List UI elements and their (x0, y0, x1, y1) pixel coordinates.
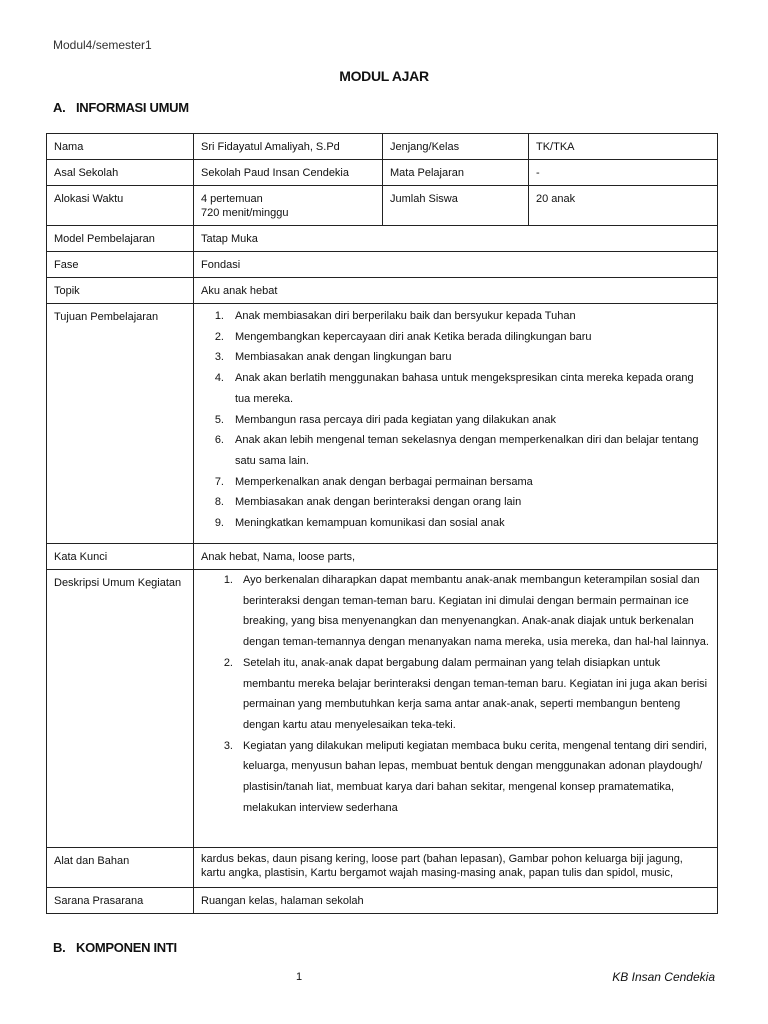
kata-value: Anak hebat, Nama, loose parts, (194, 544, 718, 570)
list-item-text: Membiasakan anak dengan berinteraksi dengan orang lain (235, 496, 522, 509)
nama-value: Sri Fidayatul Amaliyah, S.Pd (194, 134, 383, 160)
tujuan-label: Tujuan Pembelajaran (47, 304, 194, 544)
mapel-value: - (529, 160, 718, 186)
section-a-letter: A. (53, 100, 66, 115)
list-item-text: Membiasakan anak dengan lingkungan baru (235, 351, 452, 364)
list-item-text: Ayo berkenalan diharapkan dapat membantu anak-anak membangun keterampilan sosial dan berinteraksi dengan teman-teman baru. Kegiatan ini dimulai dengan bermain permainan ice breaking, yang bisa menyenangkan dan menyenangkan. Anak-anak diajak untuk berkenalan dengan teman-temannya dengan menanyakan nama mereka, usia mereka, dan hal-hal lainnya. (243, 574, 709, 649)
list-item-text: Kegiatan yang dilakukan meliputi kegiatan membaca buku cerita, mengenal tentang diri sendiri, keluarga, menyusun bahan lepas, membuat bentuk dengan menggunakan adonan playdough/ plastisin/tanah liat, membuat karya dari bahan sekitar, mengenal konsep pramatematika, melakukan interview sederhana (243, 739, 708, 814)
alokasi-label: Alokasi Waktu (47, 186, 194, 226)
section-a-heading (53, 100, 189, 115)
deskripsi-cell (194, 570, 718, 848)
list-item-number: 7. (214, 475, 224, 488)
footer-school-name: KB Insan Cendekia (612, 970, 715, 984)
list-item-text: Mengembangkan kepercayaan diri anak Ketika berada dilingkungan baru (235, 330, 592, 343)
sarana-label: Sarana Prasarana (47, 888, 194, 914)
list-item-number: 4. (214, 372, 224, 385)
info-table (46, 133, 718, 914)
model-label: Model Pembelajaran (47, 226, 194, 252)
section-b-heading (53, 940, 177, 955)
list-item (201, 368, 710, 409)
topik-value: Aku anak hebat (194, 278, 718, 304)
deskripsi-list (201, 570, 710, 818)
nama-label: Nama (47, 134, 194, 160)
row-kata-kunci (47, 544, 718, 570)
jenjang-label: Jenjang/Kelas (383, 134, 529, 160)
list-item (201, 430, 710, 471)
deskripsi-label: Deskripsi Umum Kegiatan (47, 570, 194, 848)
row-nama (47, 134, 718, 160)
row-sarana (47, 888, 718, 914)
row-alat-bahan (47, 848, 718, 888)
page-number: 1 (296, 971, 303, 983)
alat-label: Alat dan Bahan (47, 848, 194, 888)
list-item (201, 736, 710, 819)
list-item-number: 3. (214, 351, 224, 364)
list-item-text: Memperkenalkan anak dengan berbagai permainan bersama (235, 475, 533, 488)
list-item-text: Membangun rasa percaya diri pada kegiatan yang dilakukan anak (235, 413, 557, 426)
list-item (201, 653, 710, 736)
row-tujuan (47, 304, 718, 544)
section-a-label: INFORMASI UMUM (76, 100, 189, 115)
list-item-text: Meningkatkan kemampuan komunikasi dan sosial anak (235, 517, 505, 530)
topik-label: Topik (47, 278, 194, 304)
list-item-number: 1. (214, 310, 224, 322)
sarana-value: Ruangan kelas, halaman sekolah (194, 888, 718, 914)
list-item (201, 472, 710, 493)
row-topik (47, 278, 718, 304)
row-model (47, 226, 718, 252)
mapel-label: Mata Pelajaran (383, 160, 529, 186)
fase-label: Fase (47, 252, 194, 278)
alat-value: kardus bekas, daun pisang kering, loose part (bahan lepasan), Gambar pohon keluarga biji jagung, kartu angka, plastisin, Kartu bergamot wajah masing-masing anak, papan tulis dan spidol, music, (194, 848, 718, 888)
asal-label: Asal Sekolah (47, 160, 194, 186)
list-item (201, 347, 710, 368)
list-item-number: 2. (223, 656, 233, 669)
list-item-text: Anak membiasakan diri berperilaku baik dan bersyukur kepada Tuhan (235, 310, 576, 322)
list-item-number: 5. (214, 413, 224, 426)
list-item (201, 570, 710, 653)
list-item-text: Anak akan berlatih menggunakan bahasa untuk mengekspresikan cinta mereka kepada orang tua mereka. (235, 372, 694, 405)
list-item-number: 6. (214, 434, 224, 447)
list-item-number: 9. (214, 517, 224, 530)
document-header: Modul4/semester1 (53, 38, 152, 52)
jumlah-value: 20 anak (529, 186, 718, 226)
alokasi-value-line-2: 720 menit/minggu (201, 207, 289, 219)
tujuan-cell (194, 304, 718, 544)
list-item-text: Anak akan lebih mengenal teman sekelasnya dengan memperkenalkan diri dan belajar tentang satu sama lain. (235, 434, 699, 467)
document-title: MODUL AJAR (339, 68, 429, 84)
list-item-number: 1. (223, 574, 233, 586)
row-fase (47, 252, 718, 278)
list-item (201, 513, 710, 534)
list-item-text: Setelah itu, anak-anak dapat bergabung dalam permainan yang telah disiapkan untuk membantu mereka belajar berinteraksi dengan teman-teman baru. Kegiatan ini juga akan berisi permainan yang membutuhkan kerja sama antar anak-anak, seperti membangun benteng dengan kartu atau menyelesaikan teka-teki. (243, 656, 708, 731)
kata-label: Kata Kunci (47, 544, 194, 570)
section-b-label: KOMPONEN INTI (76, 940, 177, 955)
list-item (201, 306, 710, 327)
list-item (201, 410, 710, 431)
list-item (201, 327, 710, 348)
asal-value: Sekolah Paud Insan Cendekia (194, 160, 383, 186)
model-value: Tatap Muka (194, 226, 718, 252)
list-item-number: 3. (223, 739, 233, 752)
row-deskripsi (47, 570, 718, 848)
alokasi-value (194, 186, 383, 226)
jumlah-label: Jumlah Siswa (383, 186, 529, 226)
section-b-letter: B. (53, 940, 66, 955)
list-item-number: 2. (214, 330, 224, 343)
tujuan-list (201, 304, 710, 534)
fase-value: Fondasi (194, 252, 718, 278)
alokasi-value-line-1: 4 pertemuan (201, 193, 263, 205)
row-asal-sekolah (47, 160, 718, 186)
row-alokasi (47, 186, 718, 226)
jenjang-value: TK/TKA (529, 134, 718, 160)
list-item (201, 492, 710, 513)
list-item-number: 8. (214, 496, 224, 509)
